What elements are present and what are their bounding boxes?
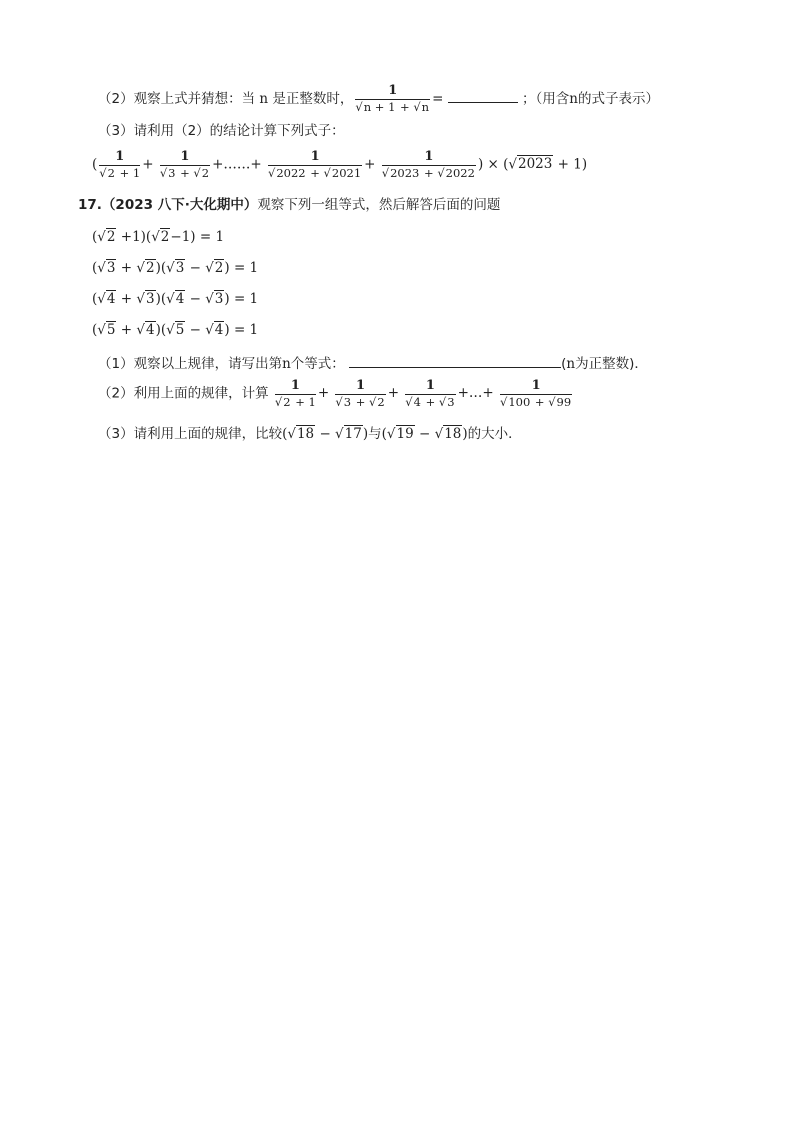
part-label: （1） — [98, 356, 134, 372]
part-label: （2） — [98, 385, 134, 402]
part-text: 请利用（2）的结论计算下列式子： — [133, 123, 345, 139]
q17-part1 — [98, 355, 648, 372]
equation-result: = 1 — [233, 291, 259, 307]
q17-part2: （2）利用上面的规律，计算 $\frac{1}{√2 + 1}$ + $\frac{1}{√3 + √2}$ + $\frac{1}{√4 + √3}$ +…+ $\frac{1}{√100 + √99}$ — [98, 378, 572, 409]
fraction: $\frac{1}{√2 + 1}$ — [274, 378, 316, 409]
part-label: （3） — [98, 123, 134, 139]
part-text: 与 — [368, 426, 382, 442]
part-text: 为正整数)． — [575, 356, 648, 372]
answer-blank[interactable] — [349, 355, 561, 368]
part-text: 观察以上规律，请写出第 — [133, 356, 283, 372]
denominator: √n + 1 + √n — [355, 100, 430, 114]
part-label: （3） — [98, 426, 134, 442]
question-number: 17. — [78, 197, 102, 213]
fraction: $\frac{1}{√3 + √2}$ — [159, 149, 210, 180]
fraction — [355, 84, 430, 114]
question-source: （2023 八下·大化期中） — [101, 197, 258, 213]
part-text: 请利用上面的规律，比较 — [133, 426, 283, 442]
part-text: 观察上式并猜想：当 — [133, 90, 256, 107]
variable-n: n — [566, 356, 576, 372]
q16-part3 — [98, 125, 345, 139]
fraction: $\frac{1}{√2023 + √2022}$ — [381, 149, 475, 180]
equation-1: (√2 +1)(√2−1) = 1 — [92, 229, 225, 245]
fraction: $\frac{1}{√4 + √3}$ — [405, 378, 455, 409]
variable-n: n — [282, 356, 291, 372]
equation-3: (√4 + √3)(√4 − √3) = 1 — [92, 291, 259, 307]
equation-4: (√5 + √4)(√5 − √4) = 1 — [92, 322, 259, 338]
numerator: 1 — [388, 83, 398, 98]
fraction: $\frac{1}{√3 + √2}$ — [335, 378, 385, 409]
q17-part3: （3）请利用上面的规律，比较(√18 − √17)与(√19 − √18)的大小． — [98, 426, 522, 442]
part-text: ；（用含 — [522, 90, 570, 107]
fraction: $\frac{1}{√2022 + √2021}$ — [268, 149, 362, 180]
part-text: 的大小． — [467, 426, 522, 442]
q17-header — [78, 199, 500, 213]
variable-n: n — [569, 90, 578, 107]
part-text: 个等式： — [290, 356, 345, 372]
equation-result: = 1 — [233, 322, 259, 338]
equation-result: = 1 — [233, 260, 259, 276]
question-stem: 观察下列一组等式，然后解答后面的问题 — [257, 197, 501, 213]
q16-part2 — [98, 84, 659, 114]
fraction: $\frac{1}{√100 + √99}$ — [499, 378, 572, 409]
paren: ( — [561, 356, 567, 372]
variable-n: n — [259, 90, 269, 107]
part-text: 是正整数时， — [272, 90, 354, 107]
equation-result: = 1 — [199, 229, 225, 245]
q16-expression: ( $\frac{1}{√2 + 1}$ + $\frac{1}{√3 + √2}$ +……+ $\frac{1}{√2022 + √2021}$ + $\frac{1}{√2023 + √2022}$ ) × (√2023 + 1) — [92, 149, 588, 180]
part-text: 的式子表示） — [577, 90, 659, 107]
fraction: $\frac{1}{√2 + 1}$ — [99, 149, 141, 180]
equals-sign: = — [432, 90, 444, 107]
part-label: （2） — [98, 90, 134, 107]
part-text: 利用上面的规律，计算 — [133, 385, 269, 402]
answer-blank[interactable] — [448, 90, 518, 103]
equation-2: (√3 + √2)(√3 − √2) = 1 — [92, 260, 259, 276]
